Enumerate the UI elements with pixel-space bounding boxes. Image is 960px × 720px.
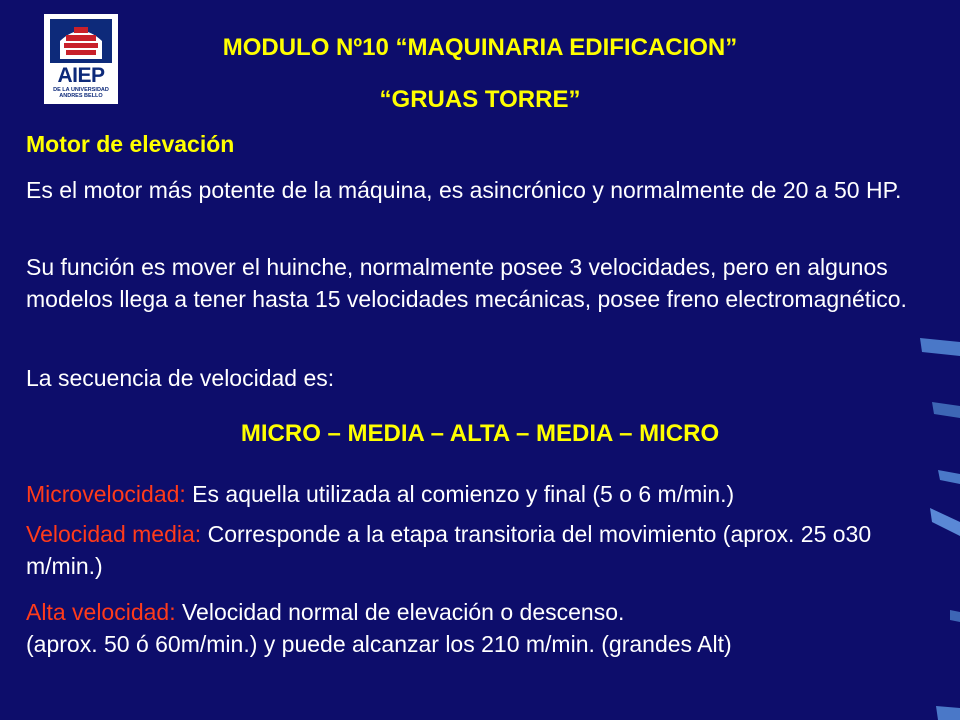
slide-title-line2: “GRUAS TORRE” <box>379 86 581 113</box>
aiep-logo <box>44 14 118 104</box>
definition-term: Alta velocidad: <box>26 599 176 625</box>
section-heading: Motor de elevación <box>26 131 235 157</box>
definition-text: Corresponde a la etapa transitoria del movimiento (aprox. 25 o30 m/min.) <box>26 521 872 579</box>
paragraph-motor-function: Su función es mover el huinche, normalmente posee 3 velocidades, pero en algunos modelos llega a tener hasta 15 velocidades mecánicas, posee freno electromagnético. <box>26 254 907 312</box>
logo-building-icon <box>50 19 112 63</box>
logo-subtitle-line1: DE LA UNIVERSIDAD <box>53 87 109 93</box>
definition-term: Microvelocidad: <box>26 481 186 507</box>
speed-sequence: MICRO – MEDIA – ALTA – MEDIA – MICRO <box>240 420 720 447</box>
definition-micro <box>26 478 946 510</box>
definition-text-continuation: (aprox. 50 ó 60m/min.) y puede alcanzar los 210 m/min. (grandes Alt) <box>26 631 732 657</box>
slide-title-line1: MODULO Nº10 “MAQUINARIA EDIFICACION” <box>222 34 738 61</box>
definition-media <box>26 518 926 582</box>
logo-subtitle <box>46 87 116 99</box>
paragraph-sequence-intro: La secuencia de velocidad es: <box>26 365 335 391</box>
definition-text: Velocidad normal de elevación o descenso. <box>175 599 625 625</box>
logo-wordmark: AIEP <box>57 64 105 87</box>
definition-term: Velocidad media: <box>26 521 202 547</box>
definition-alta <box>26 596 946 660</box>
logo-subtitle-line2: ANDRES BELLO <box>59 93 103 99</box>
paragraph-motor-description: Es el motor más potente de la máquina, es asincrónico y normalmente de 20 a 50 HP. <box>26 177 902 203</box>
definition-text: Es aquella utilizada al comienzo y final (5 o 6 m/min.) <box>185 481 735 507</box>
